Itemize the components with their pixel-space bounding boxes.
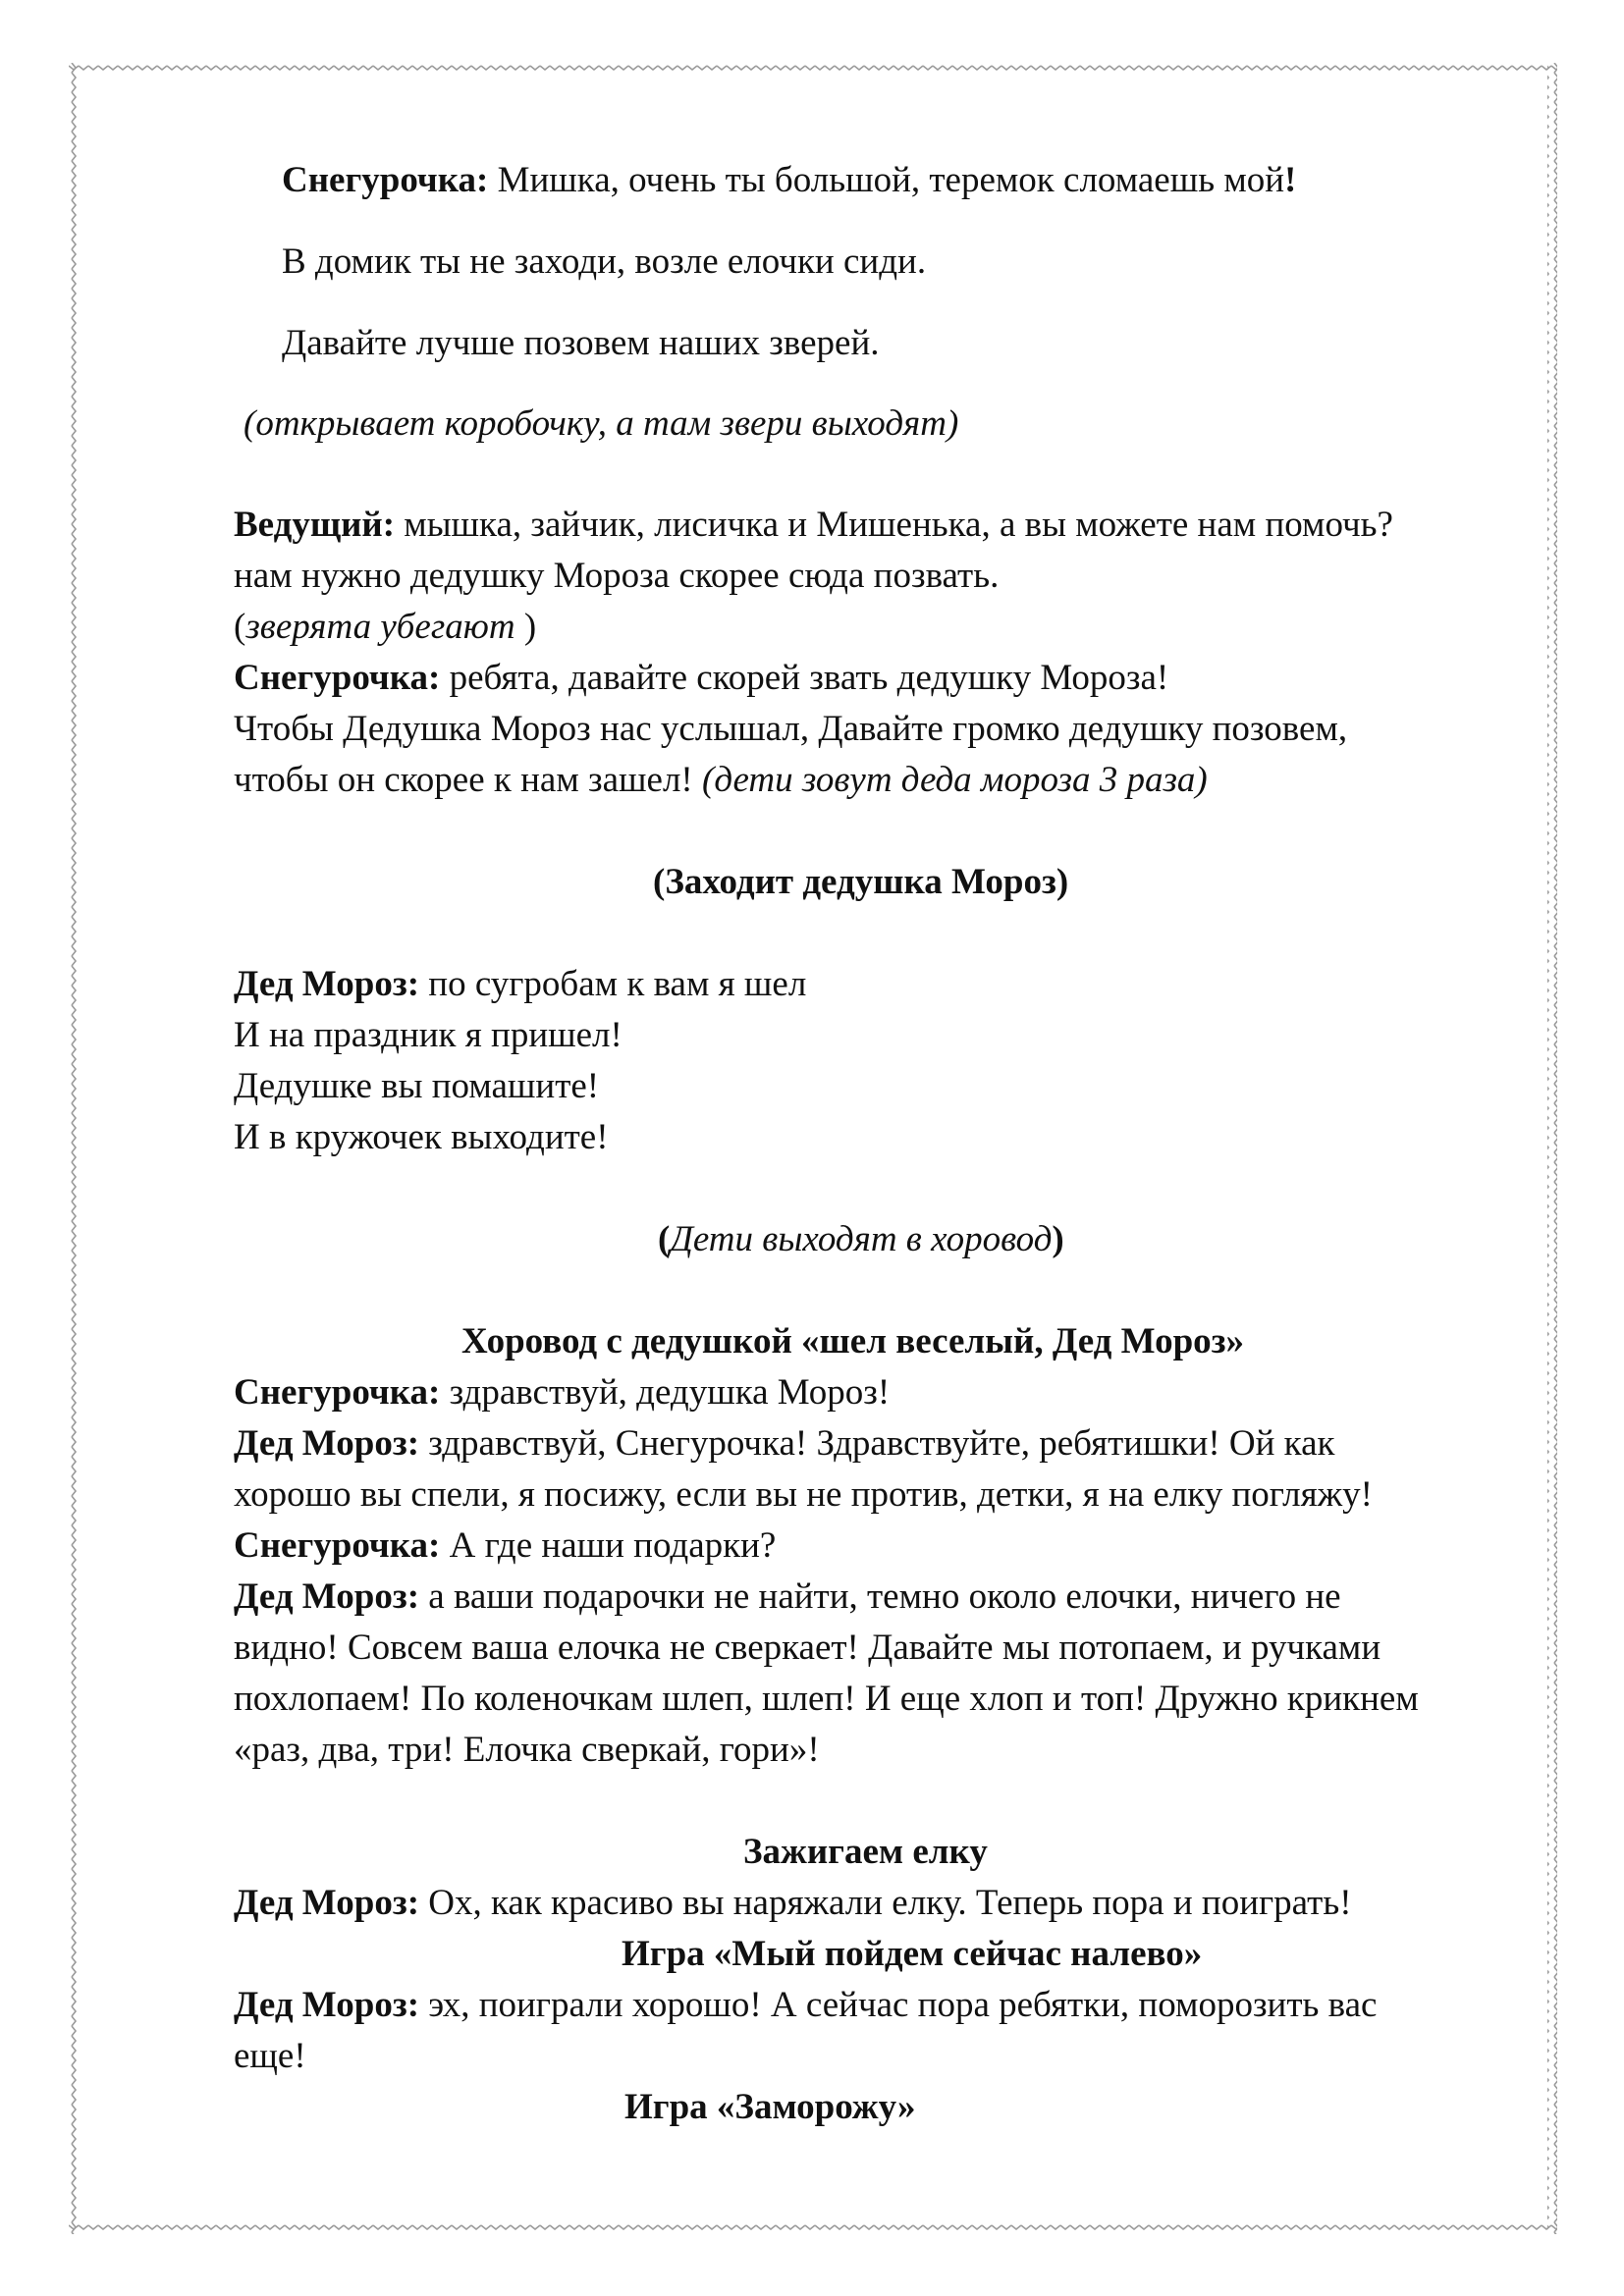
bold-text: Игра «Заморожу» (624, 2087, 916, 2127)
line-15 (234, 1116, 609, 1159)
bold-text: Снегурочка: (234, 658, 441, 698)
line-19 (234, 1422, 1335, 1466)
line-13 (234, 1014, 623, 1057)
bold-text: Снегурочка: (234, 1525, 441, 1566)
line-18 (234, 1371, 890, 1415)
bold-text: Зажигаем елку (743, 1832, 988, 1872)
text-run: видно! Совсем ваша елочка не сверкает! Давайте мы потопаем, и ручками (234, 1628, 1381, 1668)
line-10 (234, 759, 1208, 802)
line-5 (234, 504, 1393, 547)
text-run: эх, поиграли хорошо! А сейчас пора ребятки, поморозить вас (419, 1985, 1378, 2025)
text-run: «раз, два, три! Елочка сверкай, гори»! (234, 1730, 820, 1770)
bold-text: ( (658, 1219, 671, 1259)
bold-text: Дед Мороз: (234, 1576, 420, 1617)
line-9 (234, 708, 1347, 751)
line-17-heading (461, 1320, 1244, 1363)
bold-text: Хоровод с дедушкой «шел веселый, Дед Мороз» (461, 1321, 1245, 1362)
line-30 (234, 2035, 306, 2078)
line-23 (234, 1627, 1380, 1670)
bold-text: (Заходит дедушка Мороз) (653, 862, 1069, 902)
text-run: Чтобы Дедушка Мороз нас услышал, Давайте громко дедушку позовем, (234, 709, 1348, 749)
line-21 (234, 1524, 776, 1568)
text-run: хорошо вы спели, я посижу, если вы не против, детки, я на елку погляжу! (234, 1474, 1373, 1515)
text-run: здравствуй, Снегурочка! Здравствуйте, ребятишки! Ой как (419, 1423, 1335, 1464)
bold-text: Дед Мороз: (234, 964, 420, 1004)
line-25 (234, 1729, 820, 1772)
bold-text: Дед Мороз: (234, 1985, 420, 2025)
italic-text: (открывает коробочку, а там звери выходят) (244, 403, 959, 444)
line-16-stage-direction (658, 1218, 1064, 1261)
bold-text: ! (1284, 160, 1297, 200)
line-14 (234, 1065, 599, 1108)
bold-text: Дед Мороз: (234, 1423, 420, 1464)
bold-text: Снегурочка: (282, 160, 489, 200)
bold-text: Снегурочка: (234, 1372, 441, 1413)
text-run: Дедушке вы помашите! (234, 1066, 600, 1106)
text-run: Ох, как красиво вы наряжали елку. Теперь пора и поиграть! (419, 1883, 1352, 1923)
text-run: мышка, зайчик, лисичка и Мишенька, а вы можете нам помочь? (395, 505, 1393, 545)
line-24 (234, 1678, 1419, 1721)
line-1 (282, 159, 1296, 202)
text-run: В домик ты не заходи, возле елочки сиди. (282, 241, 927, 282)
line-7 (234, 606, 536, 649)
text-run: ) (514, 607, 537, 647)
line-12 (234, 963, 806, 1006)
line-29 (234, 1984, 1377, 2027)
line-31-heading (624, 2086, 916, 2129)
line-11-heading (653, 861, 1068, 904)
line-4-stage-direction (244, 402, 958, 446)
bold-text: ) (1052, 1219, 1064, 1259)
text-run: по сугробам к вам я шел (419, 964, 807, 1004)
text-run: чтобы он скорее к нам зашел! (234, 760, 702, 800)
text-run: А где наши подарки? (440, 1525, 777, 1566)
line-3 (282, 322, 880, 365)
text-run: ребята, давайте скорей звать дедушку Мороза! (440, 658, 1169, 698)
italic-text: (дети зовут деда мороза 3 раза) (702, 760, 1208, 800)
text-run: ( (234, 607, 246, 647)
text-run: похлопаем! По коленочкам шлеп, шлеп! И еще хлоп и топ! Дружно крикнем (234, 1679, 1419, 1719)
text-run: еще! (234, 2036, 306, 2076)
text-run: Давайте лучше позовем наших зверей. (282, 323, 880, 363)
text-run: Мишка, очень ты большой, теремок сломаешь мой (488, 160, 1285, 200)
bold-text: Дед Мороз: (234, 1883, 420, 1923)
line-28-heading (622, 1933, 1202, 1976)
line-6 (234, 555, 999, 598)
text-run: нам нужно дедушку Мороза скорее сюда позвать. (234, 556, 1000, 596)
italic-text: зверята убегают (245, 607, 515, 647)
text-run: И в кружочек выходите! (234, 1117, 609, 1157)
line-8 (234, 657, 1168, 700)
bold-text: Игра «Мый пойдем сейчас налево» (622, 1934, 1203, 1974)
text-run: здравствуй, дедушка Мороз! (440, 1372, 891, 1413)
line-22 (234, 1575, 1341, 1619)
text-run: И на праздник я пришел! (234, 1015, 623, 1055)
bold-text: Ведущий: (234, 505, 396, 545)
text-run: а ваши подарочки не найти, темно около елочки, ничего не (419, 1576, 1341, 1617)
line-20 (234, 1473, 1373, 1517)
line-27 (234, 1882, 1352, 1925)
line-2 (282, 240, 926, 284)
italic-text: Дети выходят в хоровод (670, 1219, 1053, 1259)
line-26-heading (743, 1831, 988, 1874)
